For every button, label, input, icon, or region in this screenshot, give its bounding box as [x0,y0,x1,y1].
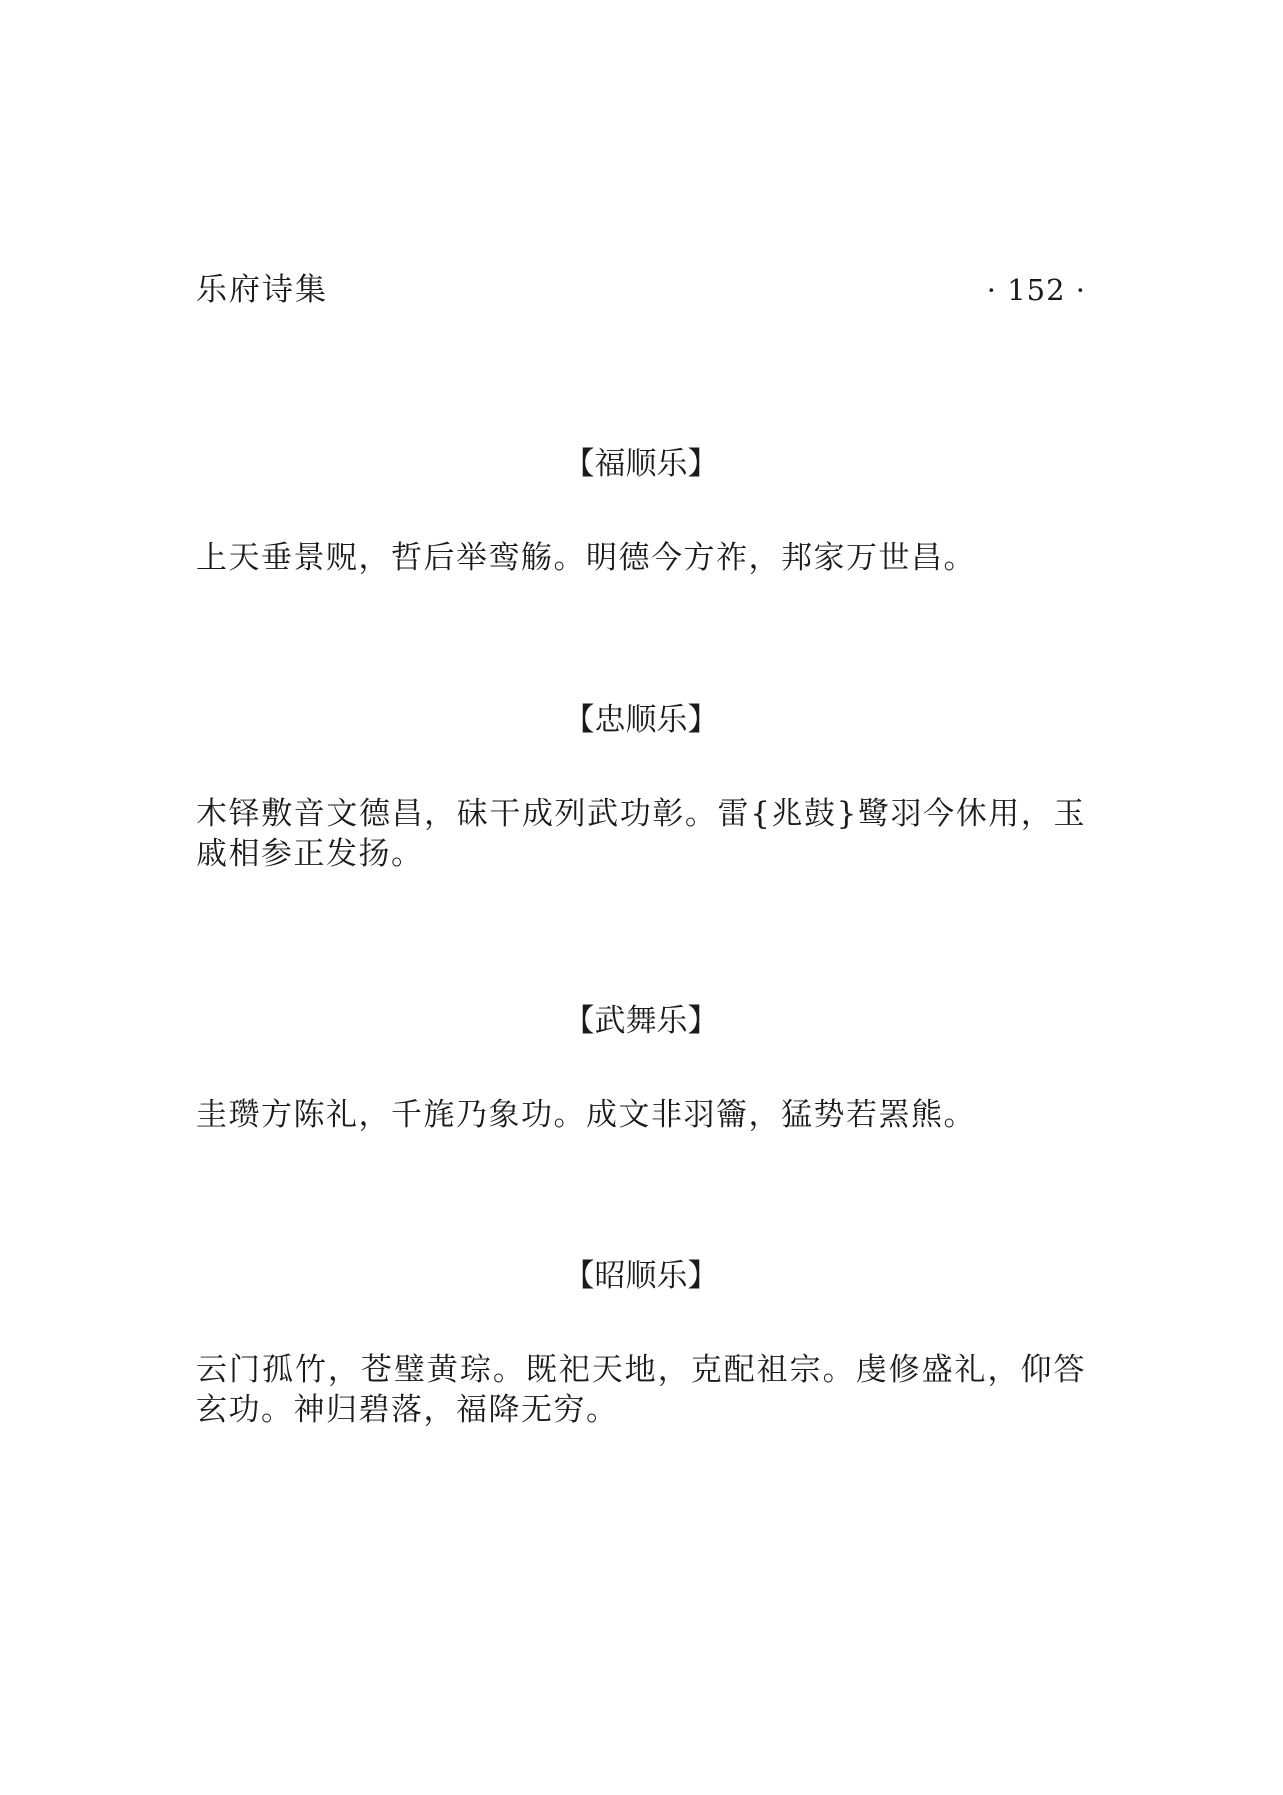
section-text: 上天垂景贶，哲后举鸾觞。明德今方祚，邦家万世昌。 [196,540,976,576]
poem-section-zhongshun [196,698,1086,874]
section-text: 圭瓒方陈礼，千旄乃象功。成文非羽籥，猛势若罴熊。 [196,1097,976,1133]
section-text: 木铎敷音文德昌，砞干成列武功彰。雷{兆鼓}鹭羽今休用，玉戚相参正发扬。 [196,796,1086,872]
section-text: 云门孤竹，苍璧黄琮。既祀天地，克配祖宗。虔修盛礼，仰答玄功。神归碧落，福降无穷。 [196,1352,1086,1428]
section-title: 【福顺乐】 [563,446,719,482]
poem-section-wuwu [196,999,1086,1135]
book-title: 乐府诗集 [196,272,328,308]
page-number: · 152 · [986,273,1086,307]
running-header [196,266,1086,314]
section-title: 【武舞乐】 [563,1003,719,1039]
section-title: 【昭顺乐】 [563,1258,719,1294]
poem-section-fushun [196,442,1086,578]
poem-section-zhaoshun [196,1254,1086,1430]
section-title: 【忠顺乐】 [563,702,719,738]
